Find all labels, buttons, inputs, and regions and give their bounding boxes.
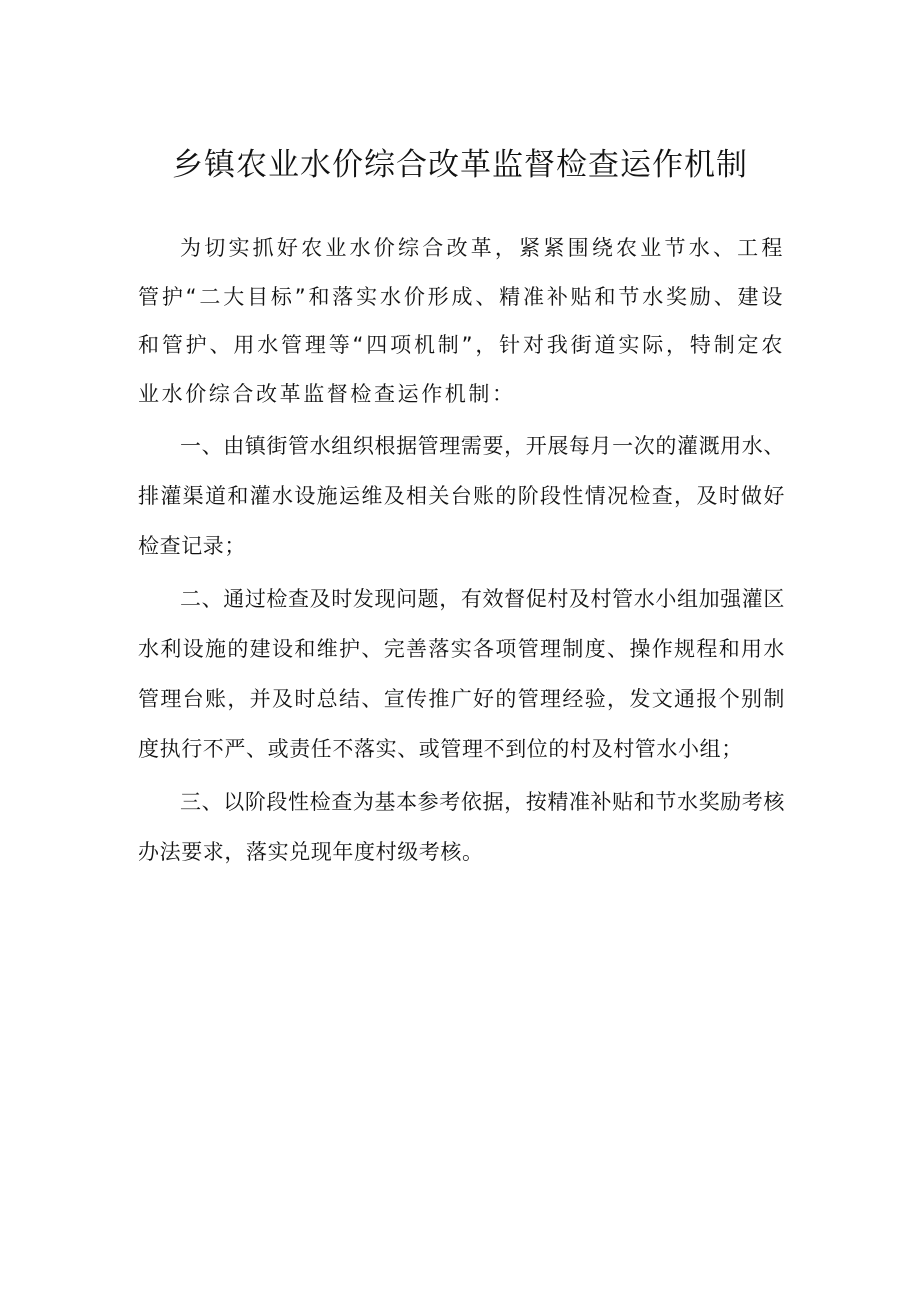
document-title: 乡镇农业水价综合改革监督检查运作机制 — [172, 147, 748, 183]
clause-three: 三、以阶段性检查为基本参考依据，按精准补贴和节水奖励考核办法要求，落实兑现年度村级考核。 — [138, 790, 785, 864]
clause-one: 一、由镇街管水组织根据管理需要，开展每月一次的灌溉用水、排灌渠道和灌水设施运维及相关台账的阶段性情况检查，及时做好检查记录； — [138, 434, 785, 558]
clause-two: 二、通过检查及时发现问题，有效督促村及村管水小组加强灌区水利设施的建设和维护、完善落实各项管理制度、操作规程和用水管理台账，并及时总结、宣传推广好的管理经验，发文通报个别制度执行不严、或责任不落实、或管理不到位的村及村管水小组； — [138, 587, 785, 761]
intro-paragraph: 为切实抓好农业水价综合改革，紧紧围绕农业节水、工程管护“二大目标”和落实水价形成、精准补贴和节水奖励、建设和管护、用水管理等“四项机制”，针对我街道实际，特制定农业水价综合改革监督检查运作机制： — [138, 236, 785, 406]
document-body — [138, 224, 785, 880]
